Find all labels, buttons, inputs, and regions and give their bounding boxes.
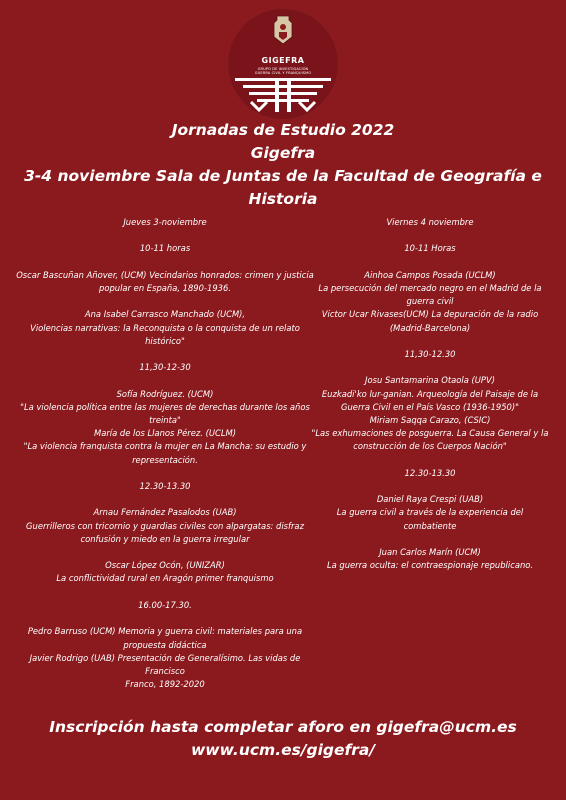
session-text: María de los Llanos Pérez. (UCLM)	[93, 428, 237, 439]
registration-footer	[0, 716, 566, 762]
session-text: "La violencia franquista contra la mujer en La Mancha: su estudio y	[23, 441, 307, 452]
program-friday	[305, 216, 555, 572]
time-slot: 16.00-17.30.	[138, 599, 192, 610]
event-header	[0, 119, 566, 211]
session-text: Juan Carlos Marín (UCM)	[379, 547, 481, 558]
logo-subtitle	[229, 67, 337, 76]
session-text: Miriam Saqqa Carazo, (CSIC)	[369, 415, 491, 426]
time-slot: 12.30-13.30	[139, 481, 191, 492]
session-text: Ana Isabel Carrasco Manchado (UCM),	[84, 309, 246, 320]
website-link[interactable]: www.ucm.es/gigefra/	[190, 741, 376, 759]
session-text: Violencias narrativas: la Reconquista o la conquista de un relato histórico"	[30, 322, 300, 346]
logo-subtitle-line2: GUERRA CIVIL Y FRANQUISMO	[254, 71, 312, 76]
session-text: Oscar López Ocón, (UNIZAR)	[105, 560, 225, 571]
session-text: Josu Santamarina Otaola (UPV)	[365, 375, 495, 386]
session-text: La guerra civil a través de la experiencia del	[336, 507, 524, 518]
session-text: combatiente	[403, 520, 457, 531]
session-text: "La violencia política entre las mujeres de derechas durante los años	[20, 401, 310, 412]
gigefra-logo	[229, 10, 337, 118]
session-text: Ainhoa Campos Posada (UCLM)	[364, 269, 496, 280]
session-text: Victor Ucar Rivases(UCM) La depuración de la radio	[321, 309, 539, 320]
logo-name: GIGEFRA	[261, 56, 305, 65]
session-text: La conflictividad rural en Aragón primer franquismo	[56, 573, 274, 584]
event-organizer: Gigefra	[250, 144, 316, 162]
logo-subtitle-line1: GRUPO DE INVESTIGACIÓN	[257, 67, 309, 71]
session-text: propuesta didáctica	[123, 639, 207, 650]
session-text: (Madrid-Barcelona)	[389, 322, 471, 333]
session-text: Arnau Fernández Pasalodos (UAB)	[93, 507, 237, 518]
session-text: La persecución del mercado negro en el Madrid de la	[318, 283, 542, 294]
event-title: Jornadas de Estudio 2022	[171, 121, 395, 139]
session-text: Sofía Rodríguez. (UCM)	[116, 388, 214, 399]
registration-text: Inscripción hasta completar aforo en gigefra@ucm.es	[49, 718, 517, 736]
session-text: Guerrilleros con tricornio y guardias civiles con alpargatas: disfraz	[26, 520, 304, 531]
session-text: Javier Rodrigo (UAB) Presentación de Generalísimo. Las vidas de Francisco	[29, 652, 301, 676]
time-slot: 12.30-13.30	[404, 467, 456, 478]
session-text: Daniel Raya Crespi (UAB)	[376, 494, 484, 505]
time-slot: 11,30-12.30	[404, 349, 456, 360]
session-text: La guerra oculta: el contraespionaje republicano.	[326, 560, 534, 571]
time-slot: 10-11 Horas	[404, 243, 456, 254]
session-text: Euzkadi'ko lur-ganian. Arqueología del Paisaje de la	[321, 388, 539, 399]
session-text: treinta"	[149, 415, 181, 426]
time-slot: 11,30-12-30	[139, 362, 191, 373]
session-text: Guerra Civil en el País Vasco (1936-1950)"	[341, 401, 519, 412]
event-date-venue: 3-4 noviembre Sala de Juntas de la Facultad de Geografía e Historia	[24, 167, 542, 208]
session-text: construcción de los Cuerpos Nación"	[353, 441, 507, 452]
time-slot: 10-11 horas	[139, 243, 191, 254]
program-thursday	[14, 216, 316, 691]
session-text: Pedro Barruso (UCM) Memoria y guerra civil: materiales para una	[27, 626, 303, 637]
session-text: confusión y miedo en la guerra irregular	[80, 533, 250, 544]
day-heading: Viernes 4 noviembre	[386, 217, 474, 227]
day-heading: Jueves 3-noviembre	[123, 217, 207, 227]
session-text: Oscar Bascuñan Añover, (UCM) Vecindarios honrados: crimen y justicia	[16, 269, 314, 280]
session-text: "Las exhumaciones de posguerra. La Causa General y la	[311, 428, 549, 439]
session-text: popular en España, 1890-1936.	[99, 283, 231, 294]
session-text: guerra civil	[406, 296, 454, 307]
session-text: Franco, 1892-2020	[125, 679, 205, 690]
session-text: representación.	[132, 454, 198, 465]
